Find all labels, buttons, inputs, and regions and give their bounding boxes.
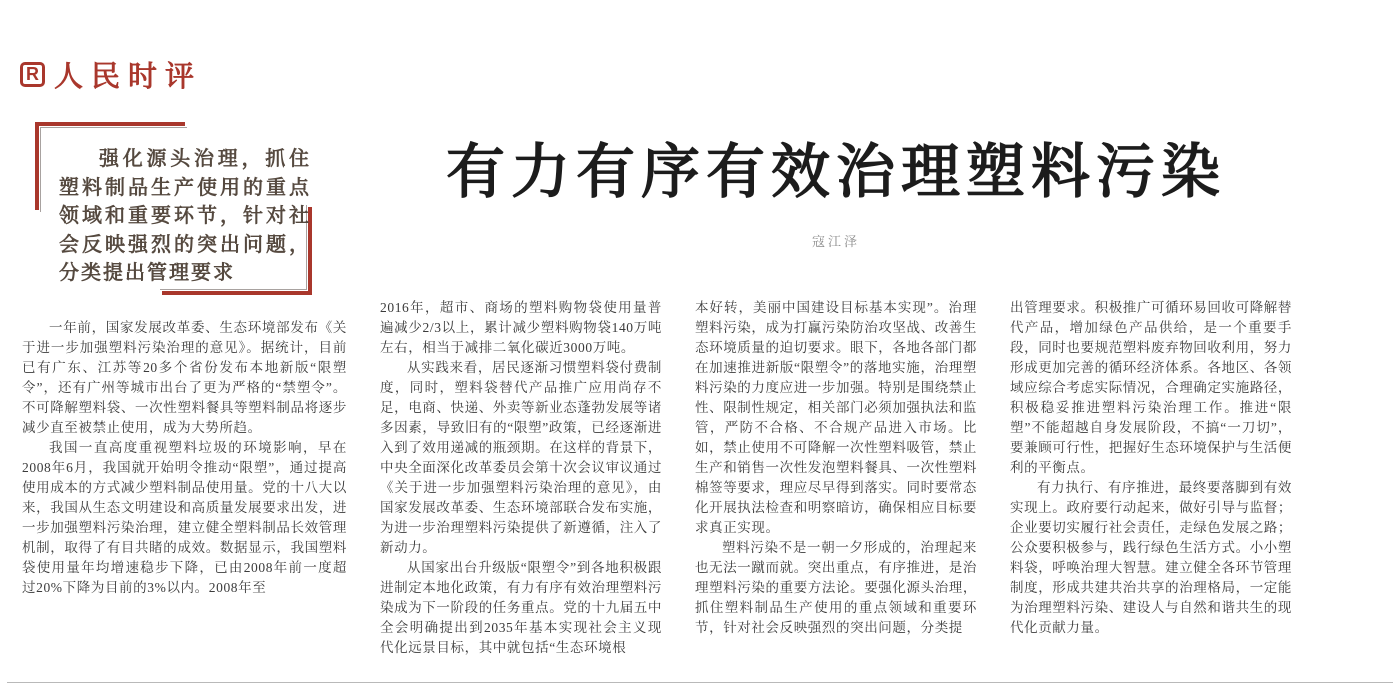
paragraph: 我国一直高度重视塑料垃圾的环境影响，早在2008年6月，我国就开始明令推动“限塑”，通过提高使用成本的方式减少塑料制品使用量。党的十八大以来，我国从生态文明建设和高质量发展要求出发，进一步加强塑料污染治理，建立健全塑料制品长效管理机制，取得了有目共睹的成效。数据显示，我国塑料袋使用量年均增速稳步下降，已由2008年前一度超过20%下降为目前的3%以内。2008年至	[22, 440, 347, 595]
paragraph-continuation: 2016年，超市、商场的塑料购物袋使用量普遍减少2/3以上，累计减少塑料购物袋140万吨左右，相当于减排二氧化碳近3000万吨。	[380, 300, 662, 355]
text-column-4	[1010, 298, 1292, 666]
text-column-1	[22, 318, 347, 666]
text-column-3	[695, 298, 977, 666]
paragraph: 从国家出台升级版“限塑令”到各地积极跟进制定本地化政策，有力有序有效治理塑料污染成为下一阶段的任务重点。党的十九届五中全会明确提出到2035年基本实现社会主义现代化远景目标，其中就包括“生态环境根	[380, 560, 662, 655]
paragraph-continuation: 出管理要求。积极推广可循环易回收可降解替代产品，增加绿色产品供给，是一个重要手段，同时也要规范塑料废弃物回收利用，努力形成更加完善的循环经济体系。各地区、各领域应综合考虑实际情况，合理确定实施路径，积极稳妥推进塑料污染治理工作。推进“限塑”不能超越自身发展阶段，不搞“一刀切”，要兼顾可行性，把握好生态环境保护与生活便利的平衡点。	[1010, 300, 1292, 475]
bottom-divider	[7, 682, 1393, 683]
people-daily-r-logo-icon: R	[20, 62, 45, 87]
paragraph: 有力执行、有序推进，最终要落脚到有效实现上。政府要行动起来，做好引导与监督；企业要切实履行社会责任，走绿色发展之路；公众要积极参与，践行绿色生活方式。小小塑料袋，呼唤治理大智慧。建立健全各环节管理制度，形成共建共治共享的治理格局，一定能为治理塑料污染、建设人与自然和谐共生的现代化贡献力量。	[1010, 480, 1292, 635]
article-author: 寇江泽	[811, 234, 860, 249]
section-title: 人民时评	[54, 61, 203, 93]
masthead	[20, 54, 202, 95]
text-column-2	[380, 298, 662, 666]
paragraph: 塑料污染不是一朝一夕形成的，治理起来也无法一蹴而就。突出重点，有序推进，是治理塑料污染的重要方法论。要强化源头治理，抓住塑料制品生产使用的重点领域和重要环节，针对社会反映强烈的突出问题，分类提	[695, 540, 977, 635]
paragraph: 从实践来看，居民逐渐习惯塑料袋付费制度，同时，塑料袋替代产品推广应用尚存不足，电商、快递、外卖等新业态蓬勃发展等诸多因素，导致旧有的“限塑”政策，已经逐渐进入到了效用递减的瓶颈期。在这样的背景下，中央全面深化改革委员会第十次会议审议通过《关于进一步加强塑料污染治理的意见》，由国家发展改革委、生态环境部联合发布实施，为进一步治理塑料污染提供了新遵循，注入了新动力。	[380, 360, 662, 555]
pull-quote-text: 强化源头治理，抓住塑料制品生产使用的重点领域和重要环节，针对社会反映强烈的突出问题，分类提出管理要求	[59, 148, 311, 284]
paragraph-continuation: 本好转，美丽中国建设目标基本实现”。治理塑料污染，成为打赢污染防治攻坚战、改善生态环境质量的迫切要求。眼下，各地各部门都在加速推进新版“限塑令”的落地实施，治理塑料污染的力度应进一步加强。特别是围绕禁止性、限制性规定，相关部门必须加强执法和监管，严防不合格、不合规产品进入市场。比如，禁止使用不可降解一次性塑料吸管，禁止生产和销售一次性发泡塑料餐具、一次性塑料棉签等要求，理应尽早得到落实。同时要常态化开展执法检查和明察暗访，确保相应目标要求真正实现。	[695, 300, 977, 535]
article-title: 有力有序有效治理塑料污染	[445, 139, 1226, 205]
paragraph: 一年前，国家发展改革委、生态环境部发布《关于进一步加强塑料污染治理的意见》。据统计，目前已有广东、江苏等20多个省份发布本地新版“限塑令”，还有广州等城市出台了更为严格的“禁塑令”。不可降解塑料袋、一次性塑料餐具等塑料制品将逐步减少直至被禁止使用，成为大势所趋。	[22, 320, 347, 435]
pull-quote-box	[35, 122, 312, 295]
